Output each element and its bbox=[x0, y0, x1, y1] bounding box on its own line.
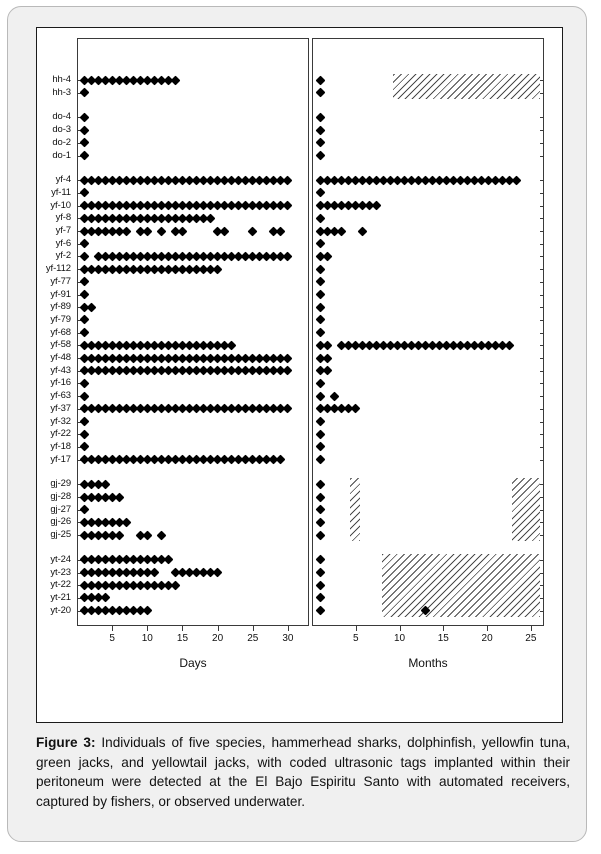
caption-label: Figure 3: bbox=[36, 735, 96, 750]
months-panel-tick-15 bbox=[443, 626, 444, 631]
months-panel-row-tick bbox=[540, 434, 544, 435]
months-panel-row-tick bbox=[540, 156, 544, 157]
months-panel-row-tick bbox=[540, 143, 544, 144]
months-panel-row-tick bbox=[540, 460, 544, 461]
row-label-yf-10: yf-10 bbox=[50, 199, 71, 211]
row-label-gj-27: gj-27 bbox=[50, 503, 71, 515]
months-panel-row-tick bbox=[540, 206, 544, 207]
months-panel-row-tick bbox=[540, 333, 544, 334]
months-panel-row-tick bbox=[540, 396, 544, 397]
row-label-yf-4: yf-4 bbox=[55, 174, 71, 186]
row-label-yf-89: yf-89 bbox=[50, 301, 71, 313]
months-panel-row-tick bbox=[540, 510, 544, 511]
months-panel-row-tick bbox=[540, 535, 544, 536]
row-label-gj-26: gj-26 bbox=[50, 516, 71, 528]
months-panel-row-tick bbox=[540, 484, 544, 485]
row-label-yf-7: yf-7 bbox=[55, 225, 71, 236]
row-label-yf-16: yf-16 bbox=[50, 377, 71, 389]
row-label-yf-11: yf-11 bbox=[51, 186, 71, 198]
days-panel-tick-30 bbox=[288, 626, 289, 631]
hatched-band-3 bbox=[382, 554, 540, 617]
months-panel-row-tick bbox=[540, 611, 544, 612]
row-label-do-2: do-2 bbox=[52, 136, 71, 148]
months-panel-row-tick bbox=[540, 585, 544, 586]
days-panel-ticklabel-25: 25 bbox=[247, 633, 259, 644]
months-panel-row-tick bbox=[540, 358, 544, 359]
figure-card bbox=[7, 6, 587, 842]
days-panel-ticklabel-30: 30 bbox=[282, 633, 294, 644]
months-panel-row-tick bbox=[540, 522, 544, 523]
row-label-yt-23: yt-23 bbox=[50, 566, 71, 578]
months-panel-row-tick bbox=[540, 598, 544, 599]
months-panel-row-tick bbox=[540, 422, 544, 423]
months-panel-row-tick bbox=[540, 80, 544, 81]
months-panel-row-tick bbox=[540, 231, 544, 232]
months-panel-row-tick bbox=[540, 218, 544, 219]
row-label-yf-63: yf-63 bbox=[50, 390, 71, 402]
row-label-do-3: do-3 bbox=[52, 124, 71, 136]
figure-caption bbox=[36, 733, 570, 811]
months-panel-row-tick bbox=[540, 345, 544, 346]
days-panel-tick-5 bbox=[112, 626, 113, 631]
row-label-yt-20: yt-20 bbox=[50, 604, 71, 616]
months-panel-ticklabel-10: 10 bbox=[393, 633, 406, 644]
days-panel-tick-10 bbox=[147, 626, 148, 631]
months-panel-row-tick bbox=[540, 180, 544, 181]
months-panel-row-tick bbox=[540, 371, 544, 372]
days-panel-ticklabel-5: 5 bbox=[109, 633, 115, 644]
row-label-yf-32: yf-32 bbox=[50, 415, 71, 427]
row-label-gj-25: gj-25 bbox=[50, 529, 71, 541]
months-panel-row-tick bbox=[540, 256, 544, 257]
row-label-yf-22: yf-22 bbox=[50, 428, 71, 440]
days-panel-tick-20 bbox=[218, 626, 219, 631]
months-panel-row-tick bbox=[540, 93, 544, 94]
days-panel-ticklabel-10: 10 bbox=[141, 633, 153, 644]
row-label-yf-112: yf-112 bbox=[45, 263, 71, 275]
months-panel-tick-10 bbox=[400, 626, 401, 631]
row-label-gj-28: gj-28 bbox=[50, 491, 71, 502]
months-panel-ticklabel-20: 20 bbox=[481, 633, 493, 644]
months-panel-row-tick bbox=[540, 320, 544, 321]
months-panel-ticklabel-25: 25 bbox=[525, 633, 537, 644]
months-panel-row-tick bbox=[540, 307, 544, 308]
months-panel-row-tick bbox=[540, 573, 544, 574]
months-panel-row-tick bbox=[540, 497, 544, 498]
months-panel-row-tick bbox=[540, 117, 544, 118]
months-panel-ticklabel-15: 15 bbox=[437, 633, 449, 644]
months-panel-row-tick bbox=[540, 383, 544, 384]
months-panel-row-tick bbox=[540, 282, 544, 283]
row-label-hh-3: hh-3 bbox=[52, 86, 71, 98]
days-panel-ticklabel-15: 15 bbox=[176, 633, 189, 644]
row-label-yf-58: yf-58 bbox=[50, 339, 71, 351]
days-panel-ticklabel-20: 20 bbox=[212, 633, 224, 644]
months-panel-tick-20 bbox=[487, 626, 488, 631]
row-label-hh-4: hh-4 bbox=[52, 74, 71, 85]
row-label-do-4: do-4 bbox=[52, 111, 71, 123]
hatched-band-2 bbox=[512, 478, 540, 541]
row-label-yf-6: yf-6 bbox=[55, 237, 71, 249]
months-panel-row-tick bbox=[540, 447, 544, 448]
months-panel-row-tick bbox=[540, 295, 544, 296]
row-label-yf-79: yf-79 bbox=[50, 313, 71, 325]
row-label-gj-29: gj-29 bbox=[50, 478, 71, 490]
months-panel-row-tick bbox=[540, 244, 544, 245]
row-label-yf-8: yf-8 bbox=[55, 212, 71, 224]
months-panel-tick-25 bbox=[531, 626, 532, 631]
months-panel-tick-5 bbox=[356, 626, 357, 631]
row-label-yf-91: yf-91 bbox=[50, 288, 71, 300]
days-panel-tick-25 bbox=[253, 626, 254, 631]
hatched-band-1 bbox=[350, 478, 361, 541]
row-label-yf-17: yf-17 bbox=[50, 453, 71, 465]
days-panel-axis-title: Days bbox=[179, 656, 207, 670]
months-panel-row-tick bbox=[540, 409, 544, 410]
row-label-yf-18: yf-18 bbox=[50, 440, 71, 452]
months-panel-row-tick bbox=[540, 130, 544, 131]
days-panel-tick-15 bbox=[182, 626, 183, 631]
caption-text: Individuals of five species, hammerhead sharks, dolphinfish, yellowfin tuna, green jacks, and yellowtail jacks, with coded ultrasonic tags implanted within their peritoneum were detected at the El Bajo Espiritu Santo with automated receivers, captured by fishers, or observed underwater. bbox=[36, 735, 570, 809]
row-label-yf-37: yf-37 bbox=[50, 402, 71, 414]
months-panel-row-tick bbox=[540, 560, 544, 561]
months-panel-row-tick bbox=[540, 193, 544, 194]
row-label-do-1: do-1 bbox=[52, 149, 71, 161]
row-label-yf-68: yf-68 bbox=[50, 326, 71, 338]
row-label-yf-43: yf-43 bbox=[50, 364, 71, 376]
months-panel-row-tick bbox=[540, 269, 544, 270]
months-panel-frame bbox=[312, 38, 544, 626]
months-panel-axis-title: Months bbox=[408, 656, 448, 670]
row-label-yf-48: yf-48 bbox=[50, 352, 71, 363]
months-panel-ticklabel-5: 5 bbox=[352, 633, 359, 644]
hatched-band-0 bbox=[393, 74, 539, 99]
row-label-yt-22: yt-22 bbox=[50, 579, 71, 591]
figure-panel bbox=[36, 27, 563, 723]
row-label-yf-77: yf-77 bbox=[50, 275, 71, 287]
row-label-yf-2: yf-2 bbox=[55, 250, 71, 262]
row-label-yt-21: yt-21 bbox=[50, 591, 71, 603]
plot-area bbox=[37, 28, 564, 724]
row-label-yt-24: yt-24 bbox=[50, 553, 71, 565]
